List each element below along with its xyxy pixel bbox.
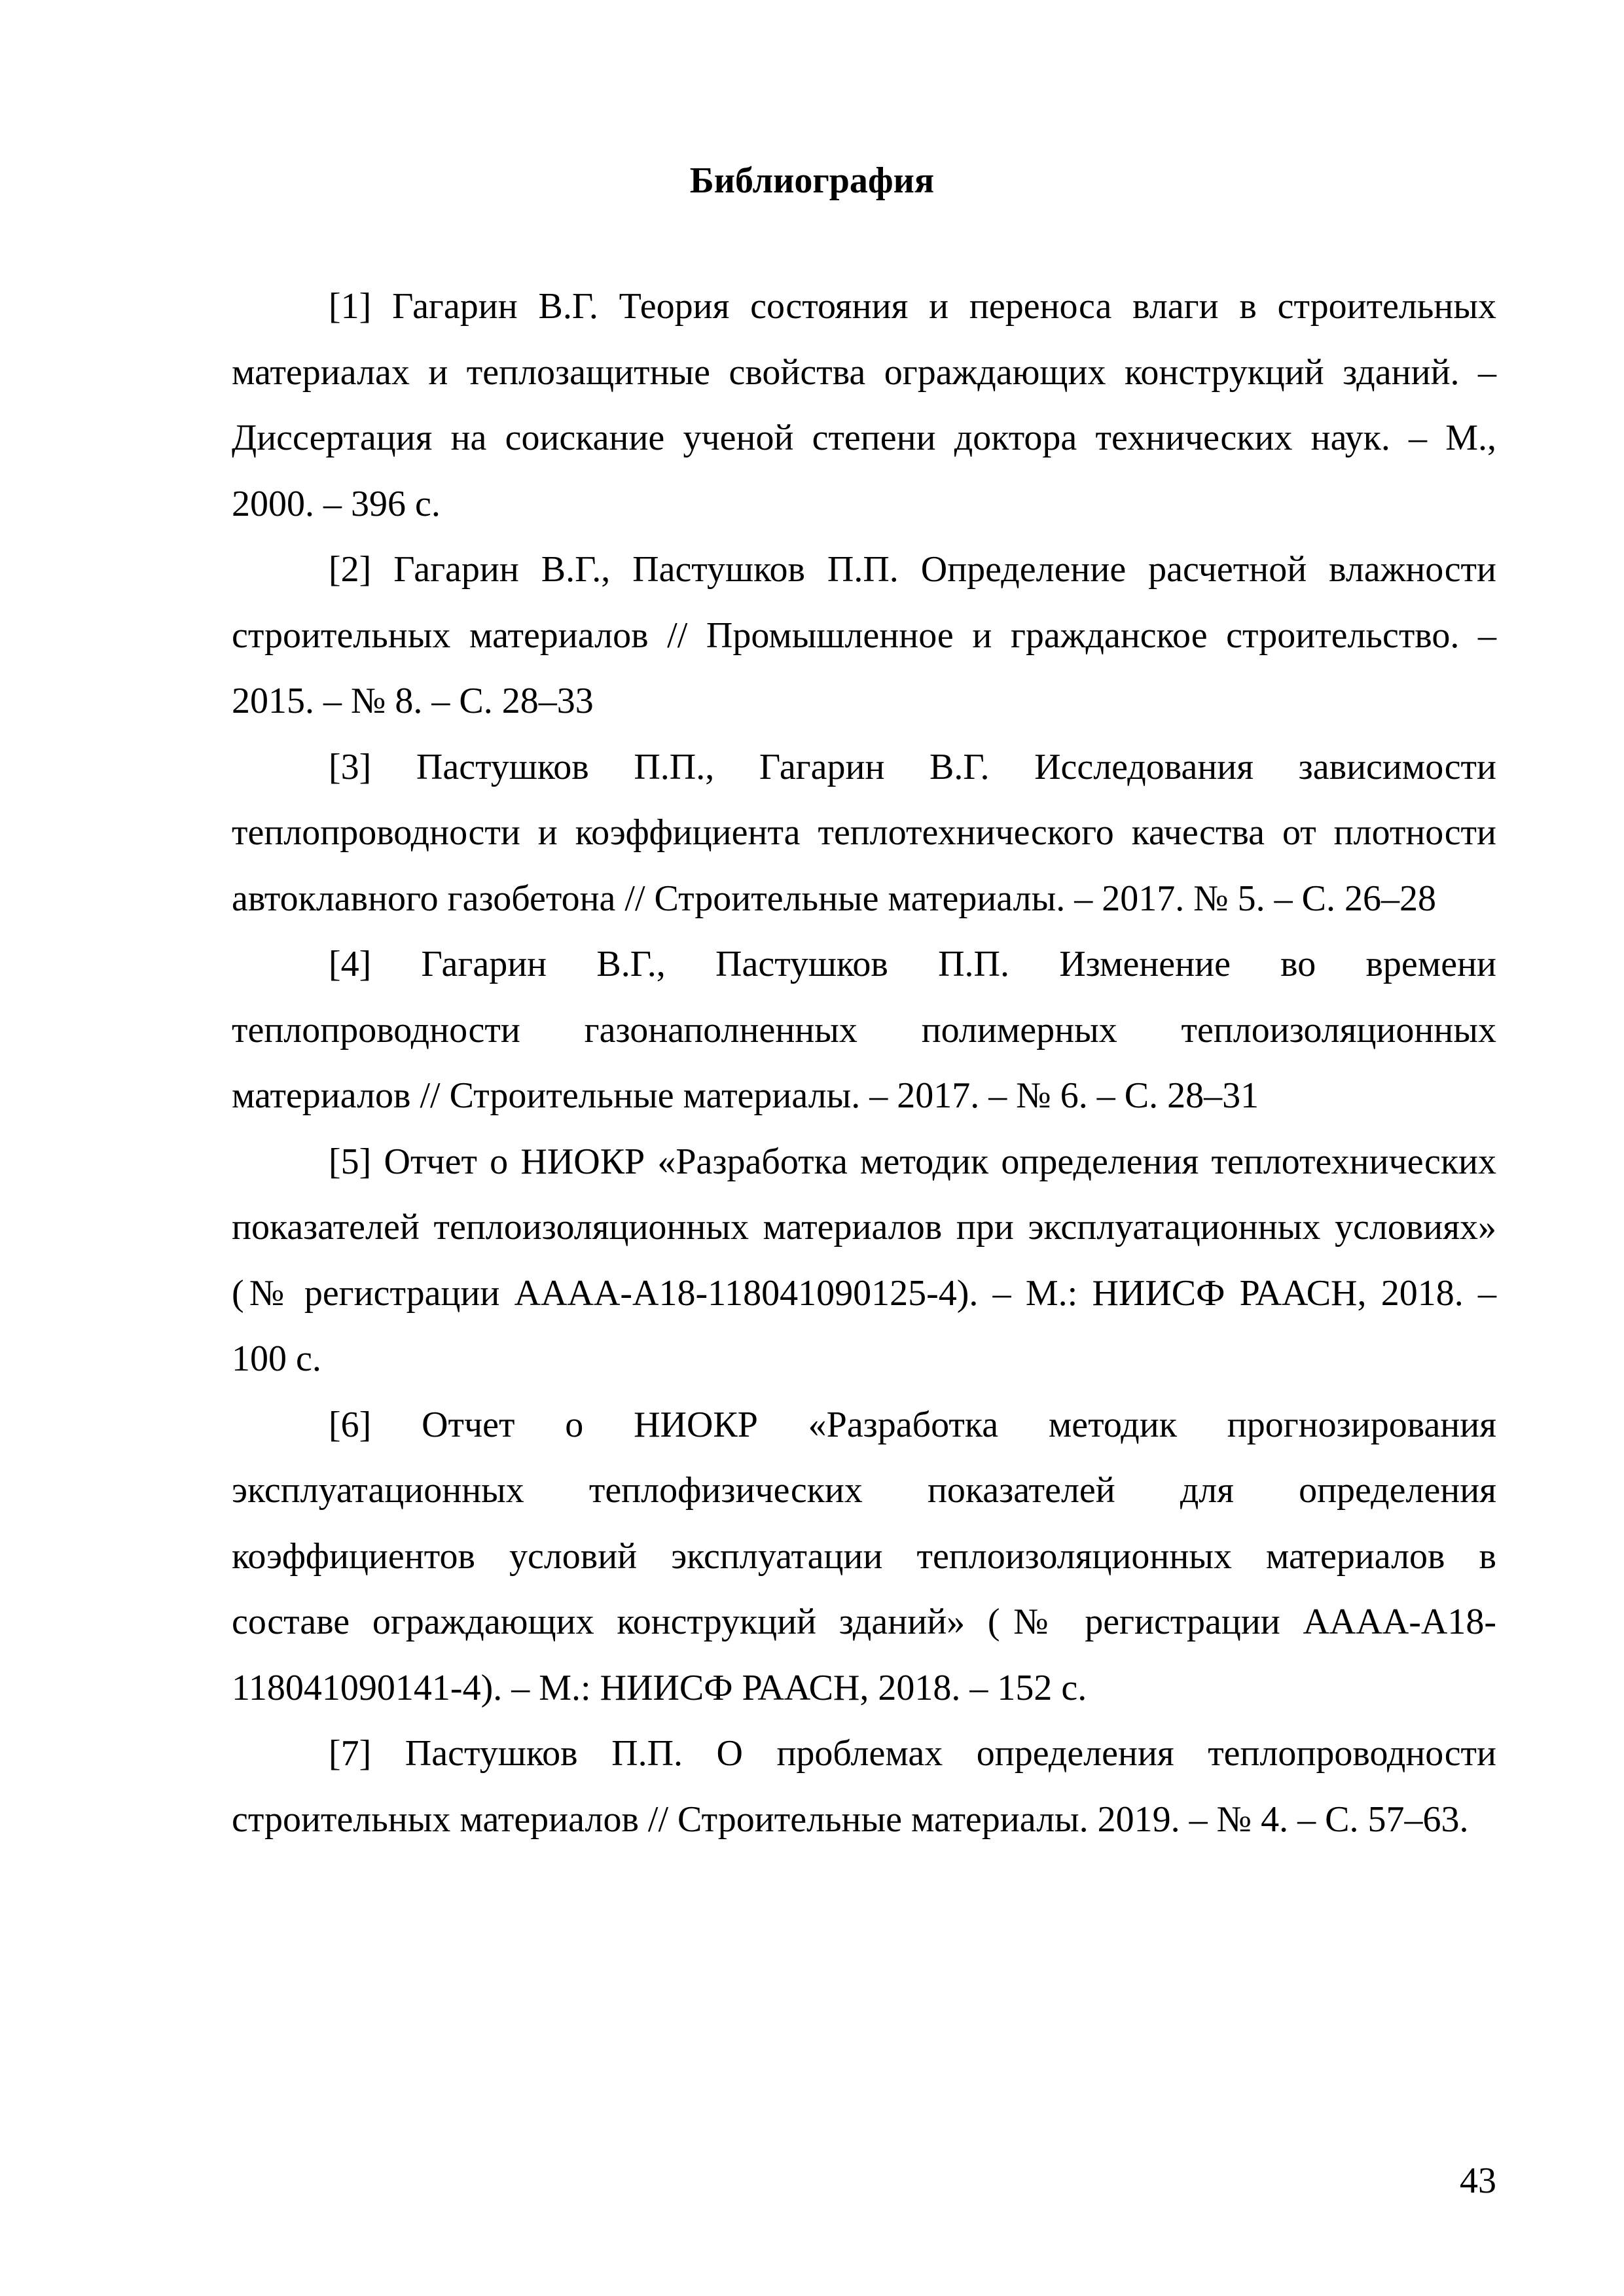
bibliography-entry: [5] Отчет о НИОКР «Разработка методик определения теплотехнических показателей теплоизоляционных материалов при эксплуатационных условиях» (№ регистрации АААА-А18-118041090125-4). – М.: НИИСФ РААСН, 2018. – 100 с. [232, 1141, 1496, 1379]
bibliography-entry: [3] Пастушков П.П., Гагарин В.Г. Исследования зависимости теплопроводности и коэффициента теплотехнического качества от плотности автоклавного газобетона // Строительные материалы. – 2017. № 5. – С. 26–28 [232, 746, 1496, 919]
bibliography-entry: [4] Гагарин В.Г., Пастушков П.П. Изменение во времени теплопроводности газонаполненных полимерных теплоизоляционных материалов // Строительные материалы. – 2017. – № 6. – С. 28–31 [232, 944, 1496, 1116]
bibliography-entry: [2] Гагарин В.Г., Пастушков П.П. Определение расчетной влажности строительных материалов // Промышленное и гражданское строительство. – 2015. – № 8. – С. 28–33 [232, 549, 1496, 721]
bibliography-list [232, 274, 1496, 1852]
page-number: 43 [1460, 2161, 1496, 2201]
bibliography-entry: [7] Пастушков П.П. О проблемах определения теплопроводности строительных материалов // Строительные материалы. 2019. – № 4. – С. 57–63. [232, 1733, 1496, 1840]
bibliography-entry: [6] Отчет о НИОКР «Разработка методик прогнозирования эксплуатационных теплофизических показателей для определения коэффициентов условий эксплуатации теплоизоляционных материалов в составе ограждающих конструкций зданий» (№ регистрации АААА-А18-118041090141-4). – М.: НИИСФ РААСН, 2018. – 152 с. [232, 1404, 1496, 1708]
bibliography-entry: [1] Гагарин В.Г. Теория состояния и переноса влаги в строительных материалах и теплозащитные свойства ограждающих конструкций зданий. – Диссертация на соискание ученой степени доктора технических наук. – М., 2000. – 396 с. [232, 286, 1496, 524]
page-title: Библиография [689, 160, 935, 201]
